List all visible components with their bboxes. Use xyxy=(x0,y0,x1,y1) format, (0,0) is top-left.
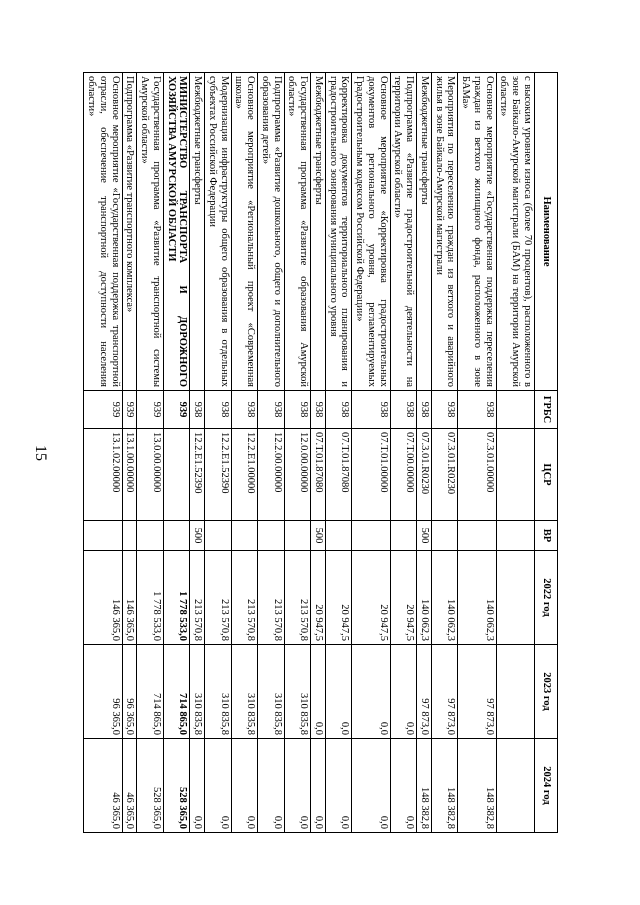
row-2023-cell: 96 365,0 xyxy=(122,645,137,739)
row-2024-cell: 0,0 xyxy=(311,739,326,833)
row-grbs-cell: 938 xyxy=(205,391,232,429)
header-vr: ВР xyxy=(535,521,558,551)
row-csr-cell: 12.2.00.00000 xyxy=(258,429,285,521)
table-row xyxy=(326,73,353,833)
row-2022-cell: 213 570,8 xyxy=(258,551,285,645)
row-2024-cell: 148 382,8 xyxy=(417,739,432,833)
page-number: 15 xyxy=(32,445,49,461)
table-row xyxy=(258,73,285,833)
row-vr-cell xyxy=(122,521,137,551)
row-name-cell: Подпрограмма «Развитие транспортного комплекса» xyxy=(122,73,137,391)
row-2022-cell: 140 062,3 xyxy=(458,551,496,645)
row-2024-cell: 148 382,8 xyxy=(458,739,496,833)
row-2022-cell: 146 365,0 xyxy=(122,551,137,645)
row-vr-cell xyxy=(496,521,534,551)
budget-table xyxy=(84,72,559,833)
table-row xyxy=(417,73,432,833)
row-grbs-cell: 938 xyxy=(326,391,353,429)
row-2024-cell: 148 382,8 xyxy=(432,739,459,833)
row-csr-cell: 13.1.02.00000 xyxy=(84,429,122,521)
row-grbs-cell: 938 xyxy=(258,391,285,429)
row-name-cell: Основное мероприятие «Корректировка градостроительных документов регионального уровня, регламентируемых Градостроительным кодексом Российской Федерации» xyxy=(352,73,390,391)
row-csr-cell: 12.2.Е1.00000 xyxy=(231,429,258,521)
row-csr-cell: 07.3.01.R0230 xyxy=(417,429,432,521)
rotated-table-area xyxy=(86,72,558,832)
row-csr-cell: 07.Т.01.87080 xyxy=(326,429,353,521)
row-2024-cell: 0,0 xyxy=(390,739,417,833)
table-row xyxy=(205,73,232,833)
row-name-cell: Межбюджетные трансферты xyxy=(311,73,326,391)
row-csr-cell: 07.Т.00.00000 xyxy=(390,429,417,521)
table-row xyxy=(284,73,311,833)
row-2023-cell: 97 873,0 xyxy=(432,645,459,739)
row-2023-cell: 0,0 xyxy=(311,645,326,739)
row-2024-cell: 528 365,0 xyxy=(137,739,164,833)
row-name-cell: Государственная программа «Развитие транспортной системы Амурской области» xyxy=(137,73,164,391)
row-vr-cell xyxy=(137,521,164,551)
row-grbs-cell: 939 xyxy=(84,391,122,429)
table-row xyxy=(231,73,258,833)
table-row xyxy=(137,73,164,833)
row-vr-cell xyxy=(458,521,496,551)
row-grbs-cell: 938 xyxy=(352,391,390,429)
row-vr-cell xyxy=(84,521,122,551)
row-csr-cell xyxy=(496,429,534,521)
table-row xyxy=(390,73,417,833)
row-2023-cell: 714 865,0 xyxy=(164,645,191,739)
row-2024-cell: 46 365,0 xyxy=(122,739,137,833)
table-row xyxy=(496,73,534,833)
row-grbs-cell: 939 xyxy=(164,391,191,429)
row-grbs-cell: 938 xyxy=(417,391,432,429)
row-csr-cell: 12.2.Е1.52390 xyxy=(205,429,232,521)
table-row xyxy=(122,73,137,833)
row-name-cell: Мероприятия по переселению граждан из ветхого и аварийного жилья в зоне Байкало-Амурской магистрали xyxy=(432,73,459,391)
row-csr-cell: 07.3.01.R0230 xyxy=(432,429,459,521)
row-name-cell: Основное мероприятие «Государственная поддержка переселения граждан из ветхого жилищного фонда, расположенного в зоне БАМа» xyxy=(458,73,496,391)
row-grbs-cell: 939 xyxy=(137,391,164,429)
row-2023-cell: 714 865,0 xyxy=(137,645,164,739)
row-name-cell: Корректировка документов территориального планирования и градостроительного зонирования муниципального уровня xyxy=(326,73,353,391)
row-2023-cell: 0,0 xyxy=(326,645,353,739)
row-2024-cell: 0,0 xyxy=(258,739,285,833)
header-csr: ЦСР xyxy=(535,429,558,521)
row-grbs-cell: 938 xyxy=(284,391,311,429)
row-grbs-cell: 938 xyxy=(231,391,258,429)
row-2024-cell: 0,0 xyxy=(205,739,232,833)
table-header-row xyxy=(535,73,558,833)
row-vr-cell xyxy=(284,521,311,551)
row-2023-cell: 0,0 xyxy=(352,645,390,739)
row-2022-cell: 20 947,5 xyxy=(326,551,353,645)
row-2022-cell: 140 062,3 xyxy=(417,551,432,645)
row-csr-cell: 12.0.00.00000 xyxy=(284,429,311,521)
row-vr-cell: 500 xyxy=(311,521,326,551)
header-grbs: ГРБС xyxy=(535,391,558,429)
row-vr-cell xyxy=(205,521,232,551)
row-grbs-cell: 938 xyxy=(311,391,326,429)
row-name-cell: Межбюджетные трансферты xyxy=(190,73,205,391)
row-csr-cell: 07.Т.01.00000 xyxy=(352,429,390,521)
row-2024-cell: 0,0 xyxy=(326,739,353,833)
row-csr-cell xyxy=(164,429,191,521)
row-2022-cell xyxy=(496,551,534,645)
row-grbs-cell: 938 xyxy=(390,391,417,429)
row-name-cell: с высоким уровнем износа (более 70 процентов), расположенного в зоне Байкало-Амурской магистрали (БАМ) на территории Амурской области» xyxy=(496,73,534,391)
table-body xyxy=(84,73,535,833)
row-2023-cell xyxy=(496,645,534,739)
row-csr-cell: 07.3.01.00000 xyxy=(458,429,496,521)
row-2024-cell: 528 365,0 xyxy=(164,739,191,833)
row-vr-cell: 500 xyxy=(190,521,205,551)
row-grbs-cell: 939 xyxy=(122,391,137,429)
row-vr-cell xyxy=(352,521,390,551)
row-2023-cell: 310 835,8 xyxy=(205,645,232,739)
row-vr-cell xyxy=(432,521,459,551)
row-2022-cell: 213 570,8 xyxy=(190,551,205,645)
row-2022-cell: 146 365,0 xyxy=(84,551,122,645)
row-name-cell: Межбюджетные трансферты xyxy=(417,73,432,391)
table-row xyxy=(432,73,459,833)
row-2023-cell: 310 835,8 xyxy=(190,645,205,739)
row-2022-cell: 213 570,8 xyxy=(231,551,258,645)
row-2023-cell: 97 873,0 xyxy=(458,645,496,739)
row-2024-cell xyxy=(496,739,534,833)
row-grbs-cell: 938 xyxy=(458,391,496,429)
row-2023-cell: 310 835,8 xyxy=(258,645,285,739)
table-row xyxy=(190,73,205,833)
row-2024-cell: 46 365,0 xyxy=(84,739,122,833)
row-name-cell: Подпрограмма «Развитие дошкольного, общего и дополнительного образования детей» xyxy=(258,73,285,391)
row-2022-cell: 20 947,5 xyxy=(390,551,417,645)
row-vr-cell xyxy=(390,521,417,551)
row-name-cell: Государственная программа «Развитие образования Амурской области» xyxy=(284,73,311,391)
header-2024: 2024 год xyxy=(535,739,558,833)
row-2024-cell: 0,0 xyxy=(231,739,258,833)
table-row xyxy=(84,73,122,833)
table-row xyxy=(352,73,390,833)
header-2023: 2023 год xyxy=(535,645,558,739)
row-2024-cell: 0,0 xyxy=(352,739,390,833)
row-2022-cell: 1 778 533,0 xyxy=(164,551,191,645)
row-grbs-cell: 938 xyxy=(190,391,205,429)
header-name: Наименование xyxy=(535,73,558,391)
row-vr-cell xyxy=(231,521,258,551)
row-2024-cell: 0,0 xyxy=(284,739,311,833)
row-2022-cell: 20 947,5 xyxy=(352,551,390,645)
row-2022-cell: 213 570,8 xyxy=(205,551,232,645)
row-2022-cell: 213 570,8 xyxy=(284,551,311,645)
table-row xyxy=(164,73,191,833)
row-grbs-cell xyxy=(496,391,534,429)
row-vr-cell xyxy=(258,521,285,551)
table-row xyxy=(458,73,496,833)
row-csr-cell: 13.0.00.00000 xyxy=(137,429,164,521)
row-name-cell: МИНИСТЕРСТВО ТРАНСПОРТА И ДОРОЖНОГО ХОЗЯЙСТВА АМУРСКОЙ ОБЛАСТИ xyxy=(164,73,191,391)
row-2024-cell: 0,0 xyxy=(190,739,205,833)
row-vr-cell: 500 xyxy=(417,521,432,551)
row-name-cell: Основное мероприятие «Государственная поддержка транспортной отрасли, обеспечение транспортной доступности населения области» xyxy=(84,73,122,391)
row-grbs-cell: 938 xyxy=(432,391,459,429)
row-2023-cell: 0,0 xyxy=(390,645,417,739)
table-row xyxy=(311,73,326,833)
row-2023-cell: 310 835,8 xyxy=(284,645,311,739)
row-name-cell: Модернизация инфраструктуры общего образования в отдельных субъектах Российской Федерации xyxy=(205,73,232,391)
row-csr-cell: 13.1.00.00000 xyxy=(122,429,137,521)
header-2022: 2022 год xyxy=(535,551,558,645)
row-2022-cell: 20 947,5 xyxy=(311,551,326,645)
row-2022-cell: 140 062,3 xyxy=(432,551,459,645)
row-csr-cell: 12.2.Е1.52390 xyxy=(190,429,205,521)
row-2023-cell: 96 365,0 xyxy=(84,645,122,739)
row-2022-cell: 1 778 533,0 xyxy=(137,551,164,645)
row-name-cell: Основное мероприятие «Региональный проект «Современная школа» xyxy=(231,73,258,391)
row-2023-cell: 97 873,0 xyxy=(417,645,432,739)
row-vr-cell xyxy=(326,521,353,551)
row-vr-cell xyxy=(164,521,191,551)
row-csr-cell: 07.Т.01.87080 xyxy=(311,429,326,521)
row-2023-cell: 310 835,8 xyxy=(231,645,258,739)
row-name-cell: Подпрограмма «Развитие градостроительной деятельности на территории Амурской области» xyxy=(390,73,417,391)
